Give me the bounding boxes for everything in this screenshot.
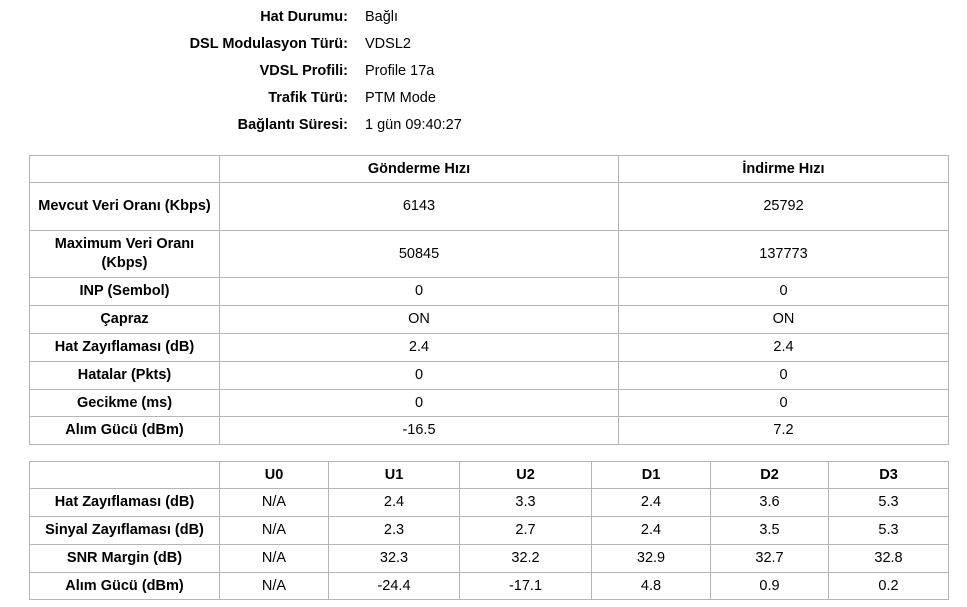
row-label: Gecikme (ms) [30,390,220,417]
row-label: Alım Gücü (dBm) [30,573,220,600]
download-value: 0 [619,278,949,306]
band-table [29,461,949,600]
table-row [30,390,949,417]
band-value: 5.3 [829,489,949,517]
header-cell-empty [30,156,220,183]
band-value: N/A [220,573,329,600]
band-value: 0.2 [829,573,949,600]
band-value: 32.7 [711,545,829,573]
upload-value: ON [220,306,619,334]
upload-value: 2.4 [220,334,619,362]
band-value: N/A [220,517,329,545]
download-value: 137773 [619,231,949,278]
band-value: -17.1 [460,573,592,600]
band-value: N/A [220,545,329,573]
band-value: 2.7 [460,517,592,545]
table-row [30,573,949,600]
download-value: 2.4 [619,334,949,362]
band-value: 0.9 [711,573,829,600]
status-value: VDSL2 [365,36,411,52]
row-label: Maximum Veri Oranı (Kbps) [30,231,220,278]
table-row [30,231,949,278]
table-row [30,417,949,445]
status-label: Hat Durumu: [260,9,348,25]
status-value: Bağlı [365,9,399,25]
header-cell-d1: D1 [592,462,711,489]
table-row [30,334,949,362]
band-value: 2.4 [329,489,460,517]
status-value: PTM Mode [365,90,436,106]
row-label: Hat Zayıflaması (dB) [30,334,220,362]
band-value: 32.3 [329,545,460,573]
band-value: 2.4 [592,489,711,517]
band-value: 3.5 [711,517,829,545]
download-value: 7.2 [619,417,949,445]
rate-table [29,155,949,445]
download-value: 0 [619,362,949,390]
band-value: 5.3 [829,517,949,545]
upload-value: 6143 [220,183,619,231]
row-label: Çapraz [30,306,220,334]
table-row [30,306,949,334]
header-cell-empty [30,462,220,489]
download-value: 0 [619,390,949,417]
status-row-uptime [0,112,600,139]
status-value: 1 gün 09:40:27 [365,117,462,133]
status-label: Bağlantı Süresi: [237,117,348,133]
band-value: 2.4 [592,517,711,545]
band-value: 2.3 [329,517,460,545]
header-cell-upload: Gönderme Hızı [220,156,619,183]
download-value: ON [619,306,949,334]
table-header-row [30,156,949,183]
table-row [30,545,949,573]
header-cell-u1: U1 [329,462,460,489]
header-cell-d3: D3 [829,462,949,489]
table-row [30,362,949,390]
band-value: N/A [220,489,329,517]
row-label: Alım Gücü (dBm) [30,417,220,445]
header-cell-u2: U2 [460,462,592,489]
table-row [30,489,949,517]
status-row-line-state [0,4,600,31]
table-row [30,278,949,306]
row-label: Mevcut Veri Oranı (Kbps) [30,183,220,231]
band-value: 3.6 [711,489,829,517]
band-value: 32.8 [829,545,949,573]
band-value: -24.4 [329,573,460,600]
band-value: 3.3 [460,489,592,517]
header-cell-download: İndirme Hızı [619,156,949,183]
band-value: 32.9 [592,545,711,573]
table-row [30,183,949,231]
status-row-modulation [0,31,600,58]
row-label: SNR Margin (dB) [30,545,220,573]
line-status-summary [0,4,600,139]
status-label: Trafik Türü: [268,90,348,106]
band-value: 4.8 [592,573,711,600]
row-label: Hatalar (Pkts) [30,362,220,390]
status-label: DSL Modulasyon Türü: [189,36,348,52]
status-row-traffic-type [0,85,600,112]
table-row [30,517,949,545]
row-label: INP (Sembol) [30,278,220,306]
row-label: Hat Zayıflaması (dB) [30,489,220,517]
status-label: VDSL Profili: [259,63,348,79]
upload-value: 50845 [220,231,619,278]
table-header-row [30,462,949,489]
download-value: 25792 [619,183,949,231]
row-label: Sinyal Zayıflaması (dB) [30,517,220,545]
band-value: 32.2 [460,545,592,573]
upload-value: 0 [220,390,619,417]
upload-value: 0 [220,362,619,390]
header-cell-d2: D2 [711,462,829,489]
status-value: Profile 17a [365,63,435,79]
upload-value: 0 [220,278,619,306]
upload-value: -16.5 [220,417,619,445]
header-cell-u0: U0 [220,462,329,489]
status-row-profile [0,58,600,85]
